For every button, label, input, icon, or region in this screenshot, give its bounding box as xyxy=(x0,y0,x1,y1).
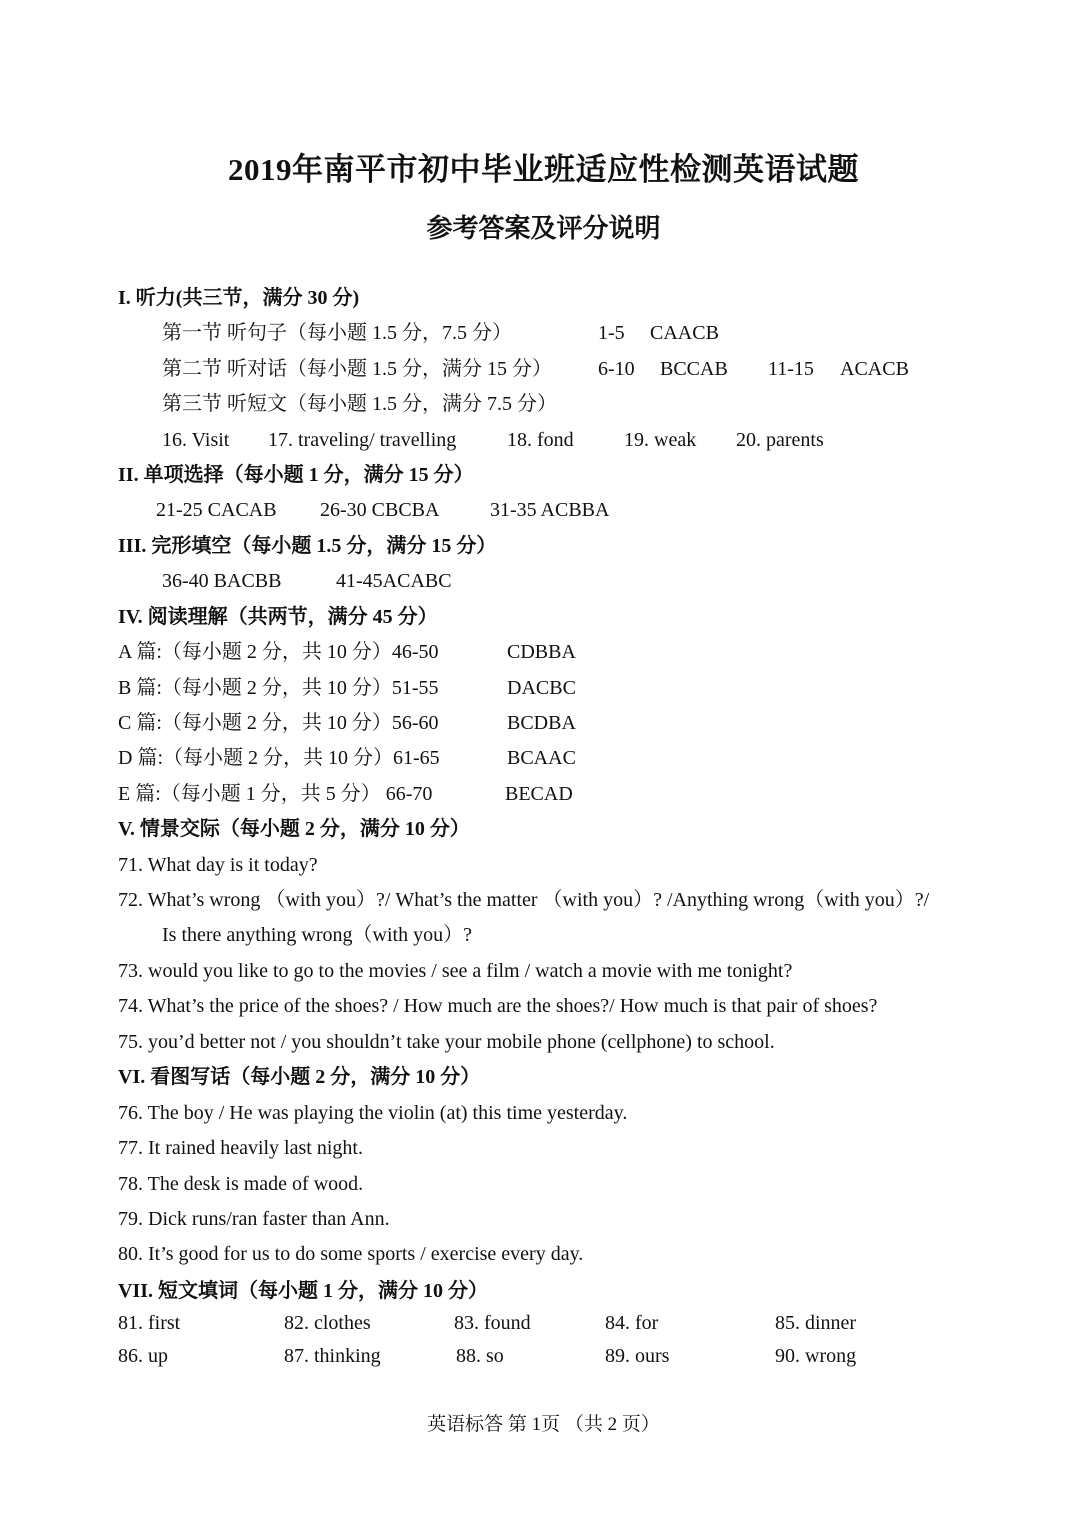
section-1-part2-range-2: 11-15 xyxy=(768,358,814,380)
section-1-part2-answers-1: BCCAB xyxy=(660,358,728,380)
answer-group: 21-25 CACAB xyxy=(156,499,277,521)
page-title: 2019年南平市初中毕业班适应性检测英语试题 xyxy=(228,152,859,187)
blank-answer: 20. parents xyxy=(736,429,824,451)
answer-line: 75. you’d better not / you shouldn’t take your mobile phone (cellphone) to school. xyxy=(118,1031,775,1053)
section-1-part2-desc: 第二节 听对话（每小题 1.5 分，满分 15 分） xyxy=(162,358,552,380)
page-footer: 英语标答 第 1页 （共 2 页） xyxy=(427,1414,660,1435)
blank-answer: 88. so xyxy=(456,1345,504,1367)
blank-answer: 81. first xyxy=(118,1312,181,1334)
reading-row-label: B 篇:（每小题 2 分，共 10 分）51-55 xyxy=(118,677,439,699)
answer-line: 76. The boy / He was playing the violin (at) this time yesterday. xyxy=(118,1102,628,1124)
answer-line: 79. Dick runs/ran faster than Ann. xyxy=(118,1208,390,1230)
blank-answer: 82. clothes xyxy=(284,1312,371,1334)
blank-answer: 87. thinking xyxy=(284,1345,381,1367)
reading-row-label: D 篇:（每小题 2 分，共 10 分）61-65 xyxy=(118,747,440,769)
blank-answer: 86. up xyxy=(118,1345,168,1367)
section-1-heading: I. 听力(共三节，满分 30 分) xyxy=(118,287,360,309)
section-1-part2-answers-2: ACACB xyxy=(840,358,909,380)
section-1-part1-range: 1-5 xyxy=(598,322,625,344)
section-5-heading: V. 情景交际（每小题 2 分，满分 10 分） xyxy=(118,818,470,840)
reading-row-label: C 篇:（每小题 2 分，共 10 分）56-60 xyxy=(118,712,439,734)
answer-group: 31-35 ACBBA xyxy=(490,499,610,521)
answer-line: 72. What’s wrong （with you）?/ What’s the matter （with you）? /Anything wrong（with you）?/ xyxy=(118,889,930,911)
reading-row-answers: BCDBA xyxy=(507,712,576,734)
section-3-heading: III. 完形填空（每小题 1.5 分，满分 15 分） xyxy=(118,535,497,557)
section-1-part1-desc: 第一节 听句子（每小题 1.5 分，7.5 分） xyxy=(162,322,512,344)
answer-line: 77. It rained heavily last night. xyxy=(118,1137,363,1159)
section-2-heading: II. 单项选择（每小题 1 分，满分 15 分） xyxy=(118,464,474,486)
answer-line: 73. would you like to go to the movies / see a film / watch a movie with me tonight? xyxy=(118,960,793,982)
blank-answer: 84. for xyxy=(605,1312,659,1334)
section-1-part1-answers: CAACB xyxy=(650,322,719,344)
reading-row-answers: CDBBA xyxy=(507,641,576,663)
answer-group: 36-40 BACBB xyxy=(162,570,282,592)
blank-answer: 89. ours xyxy=(605,1345,670,1367)
blank-answer: 90. wrong xyxy=(775,1345,857,1367)
blank-answer: 16. Visit xyxy=(162,429,230,451)
answer-line: 74. What’s the price of the shoes? / How much are the shoes?/ How much is that pair of shoes? xyxy=(118,995,878,1017)
section-1-part3-desc: 第三节 听短文（每小题 1.5 分，满分 7.5 分） xyxy=(162,393,557,415)
reading-row-answers: BCAAC xyxy=(507,747,576,769)
section-4-heading: IV. 阅读理解（共两节，满分 45 分） xyxy=(118,606,438,628)
answer-line: 71. What day is it today? xyxy=(118,854,318,876)
reading-row-answers: DACBC xyxy=(507,677,576,699)
blank-answer: 85. dinner xyxy=(775,1312,857,1334)
answer-group: 41-45ACABC xyxy=(336,570,452,592)
section-1-part2-range-1: 6-10 xyxy=(598,358,635,380)
reading-row-label: A 篇:（每小题 2 分，共 10 分）46-50 xyxy=(118,641,439,663)
section-6-heading: VI. 看图写话（每小题 2 分，满分 10 分） xyxy=(118,1066,481,1088)
reading-row-label: E 篇:（每小题 1 分，共 5 分） 66-70 xyxy=(118,783,433,805)
blank-answer: 18. fond xyxy=(507,429,574,451)
blank-answer: 83. found xyxy=(454,1312,531,1334)
answer-line: 80. It’s good for us to do some sports / exercise every day. xyxy=(118,1243,584,1265)
blank-answer: 17. traveling/ travelling xyxy=(268,429,457,451)
answer-line: Is there anything wrong（with you）? xyxy=(162,924,472,946)
blank-answer: 19. weak xyxy=(624,429,697,451)
answer-line: 78. The desk is made of wood. xyxy=(118,1173,364,1195)
answer-group: 26-30 CBCBA xyxy=(320,499,440,521)
page-subtitle: 参考答案及评分说明 xyxy=(426,214,661,243)
section-7-heading: VII. 短文填词（每小题 1 分，满分 10 分） xyxy=(118,1280,489,1302)
reading-row-answers: BECAD xyxy=(505,783,573,805)
